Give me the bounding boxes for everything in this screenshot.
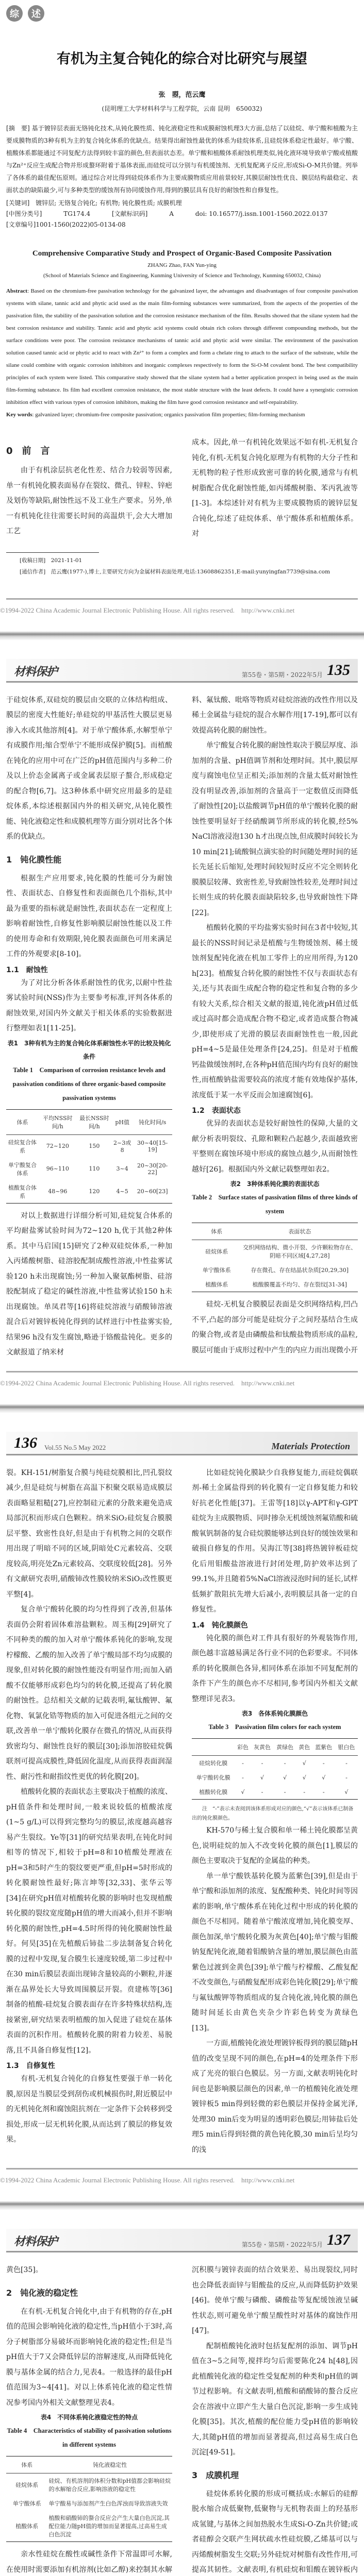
cell: -	[284, 1759, 286, 1767]
doc-code	[112, 210, 174, 217]
paragraph: 钝化膜的颜色对工件具有很好的外观装饰作用,颜色越丰富越易满足各行业不同的色彩要求。不同体系的转化膜颜色各异,相同体系在添加不同复配剂的条件下产生的颜色亦不尽相同,参考国内外相关文献整理详见表3。	[192, 1634, 358, 1703]
cell: 2~3或8	[113, 1140, 131, 1154]
left-column	[6, 1466, 172, 2158]
page-separator	[0, 1401, 364, 1416]
right-column	[192, 435, 358, 542]
cell: 植酸体系	[205, 1281, 228, 1288]
table-3-caption-cn: 表3 各体系钝化膜颜色	[241, 1710, 308, 1717]
cell: 单宁酸转化膜	[196, 1774, 230, 1781]
paragraph: KH-570与稀土复合膜和单一稀土钝化膜都呈黄色,说明硅烷的加入不改变转化膜的颜色[1],膜层的颜色主要取决于复配的金属盐的种类。	[192, 1826, 358, 1865]
paragraph: 根据生产应用要求,钝化膜的性能可分为耐蚀性、表面状态、自修复性和表面颜色几个指标,其中最为重要的指标就是耐蚀性,表面状态在一定程度上影响着耐蚀性,自修复性影响膜层耐蚀性能以及工件的使用寿命和有效期限,钝化膜表面颜色可用来满足工件的外观要求[8-10]。	[6, 874, 172, 958]
copyright-notice: ©1994-2022 China Academic Journal Electronic Publishing House. All rights reserved. http://www.cnki.net	[0, 606, 295, 614]
cell: 单宁酸易与添加剂产生白色浑浊而导致溶液失效	[48, 2500, 168, 2507]
cell: 植酸和硝酸铈的螯合反应会产生大量白色沉淀,其配位能力随pH值的增加而显著提高,过高易生成白色沉淀	[48, 2515, 170, 2538]
cell: 单宁酸体系	[202, 1267, 231, 1274]
cell: -	[322, 1759, 325, 1767]
page-number: 137	[327, 2231, 350, 2248]
abstract-cn-text: 基于镀锌层表面无铬钝化技术,从钝化膜性质、钝化液稳定性和成膜耐蚀机理3大方面,总结了以硅烷、单宁酸和植酸为主要成膜物质的3种有机为主的复合钝化体系的优缺点。结果得出耐蚀性最优的体系为硅烷体系,且硅烷体系稳定性最好。单宁酸、植酸体系都能通过不同复配方法得到较丰富的颜色,但表面状态差。单宁酸和植酸体系耐蚀机理类似,钝化液环境导致单宁酸或植酸与Zn²⁺反应生成配合物并形成螯环附着于基体表面,而硅烷可以分别与有机缓蚀剂、无机复配离子反应,形成Si-O-M共价键。列举了各体系的最佳配伍原则。通过综合对比得到硅烷体系作为主要成膜物质应用前景较好,其膜层耐蚀性优良、膜层结构最稳定、表面状态的缺陷最少,可与多种类型的缓蚀剂有协同缓蚀作用,得到的膜层具有良好的耐蚀性和自修复性。	[6, 125, 358, 194]
cell: -	[261, 1788, 263, 1795]
paragraph: 成本。因此,单一有机钝化效果远不如有机-无机复合钝化,有机-无机复合钝化原理为有机物的大分子性和无机物的粒子性形成致密可靠的转化膜,通常与有机树脂配合优化耐蚀性能,如丙烯酸树脂、苯丙乳液等[1-3]。本综述针对有机为主要成膜物质的镀锌层复合钝化,综述了硅烷体系、单宁酸体系和植酸体系。对	[192, 438, 358, 538]
body-columns-p134	[6, 435, 358, 542]
table-3	[192, 1738, 358, 1800]
table-header: 彩色	[235, 1739, 251, 1756]
classification-line	[6, 209, 358, 218]
table-1	[6, 1109, 172, 1204]
paragraph: 为了对比分析各体系耐蚀性的优劣,以耐中性盐雾试验时间(NSS)作为主要参考标准,评判各体系的耐蚀效果,对国内外文献关于相关体系的实验数据进行整理如表1[11-25]。	[6, 978, 172, 1032]
paragraph: 裂。KH-151/树脂复合膜与纯硅烷膜相比,凹孔裂纹减少,但是硅烷与树脂在高温下积聚交联易造成膜层表面略显粗糙[27],应控制硅元素的分散来避免造成局部沉积而形成白色颗粒。纳米SiO₂硅烷复合膜膜层平整、致密性良好,但是由于有机物之间的交联作用出现了明暗不同的区域,阴暗处C元素较高、交联度较高,明亮处Zn元素较高、交联度较低[28]。另外有文献研究表明,硝酸铈改性膜较纳米SiO₂改性膜更平整[4]。	[6, 1468, 172, 1599]
badge-shu: 述	[28, 5, 44, 22]
table-row	[6, 1134, 172, 1158]
table-4	[6, 2456, 172, 2542]
cell: 硅烷复合体系	[8, 1139, 37, 1154]
table-header: 平均NSS时间/h	[39, 1109, 77, 1134]
cell: -	[303, 1788, 306, 1795]
article-number-value: 1001-1560(2022)05-0134-08	[36, 221, 126, 228]
cell: 植酸转化膜	[199, 1789, 228, 1795]
subsection-1-3-heading: 1.3 自修复性	[6, 2062, 55, 2070]
subsection-1-1-heading: 1.1 耐蚀性	[6, 965, 48, 974]
article-number	[6, 220, 358, 229]
cell: 30~40[15-19]	[137, 1139, 168, 1153]
paragraph: 黄色[35]。	[6, 2266, 43, 2274]
paragraph: 亲水性硅烷在酸性或碱性条件下常温即可水解,在使用时需要添加有机溶剂(比如乙醇)来控制其水解	[6, 2550, 172, 2574]
cell: 存在微孔、存在结晶状杂质[20,29,30]	[251, 1267, 349, 1274]
article-number-label: [文章编号]	[6, 221, 36, 228]
cell: 硅烷体系	[205, 1248, 228, 1255]
paragraph: 比如硅烷钝化膜缺少自我修复能力,而硅烷偶联剂-稀土金属盐得到的转化膜有一定自修复能力和较好抗老化性能[37]。王雷等[18]以γ-APT和γ-GPT硅烷为主成膜物质、同时掺杂无机缓蚀剂氟锆酸和硫酸氧钒制备的复合硅烷膜能够达到良好的缓蚀效果和破损自修复的作用。吴海江等[38]将热镀锌板硅烷化后用钼酸盐溶液进行封闭处理,防护效率达到了99.1%,并且随着5%NaCl溶液浸泡时间的延长,试样低频扩散阻抗先增大后减小,表明膜层具备一定的自修复性。	[192, 1468, 358, 1614]
clc-label: [中图分类号]	[6, 210, 42, 217]
cell: 硅烷体系	[15, 2482, 39, 2488]
cell: 植酸体系	[15, 2523, 39, 2530]
cell: 3~4	[116, 1165, 128, 1172]
table-header: 钝化时间/s	[133, 1109, 172, 1134]
section-2-heading: 2 钝化液的稳定性	[6, 2287, 78, 2298]
body-columns-p137	[6, 2263, 358, 2576]
cell: 植酸膜覆盖不均匀、存在裂纹[31-34]	[252, 1281, 347, 1288]
table-header	[192, 1739, 235, 1756]
right-column	[192, 2263, 358, 2576]
abstract-cn-label: [摘 要]	[6, 125, 30, 132]
footnote-rule	[6, 552, 99, 553]
paragraph: 复合单宁酸转化膜的均匀性得到了改善,但基体表面仍会附着固体难溶盐颗粒。周玉梅[29]研究了不同种类的酸的加入对单宁酸体系钝化的影响,发现柠檬酸、乙酸的加入改善了单宁酸局部不均匀成膜的现象,但对转化膜的耐蚀性能没有明显作用;而加入硝酸不仅能够形成彩色均匀的转化膜,还提高了转化膜的耐蚀性。总结相关文献的记载表明,氟钛酸钾、氟化物、氧氯化锆等物质的加入可促进各组元之间的交联,改善单一单宁酸转化膜存在微孔的情况,从而获得致密均匀、耐蚀性良好的膜层[30];添加溶胶硅烷偶联剂可提高成膜性,降低固化温度,从而获得表面润湿性、耐污性和耐指纹性更优的转化膜[20]。	[6, 1605, 172, 1781]
left-column	[6, 2263, 172, 2576]
cell: √	[302, 1774, 306, 1781]
table-2-caption-en: Table 2 Surface states of passivation films of three kinds of system	[192, 1194, 358, 1215]
table-3-note: 注 “-”表示未查阅到该体系形成对应的颜色,“√”表示该体系已制备出的钝化膜颜色。	[192, 1806, 354, 1821]
abstract-en-label: Abstract	[6, 288, 27, 294]
running-header	[6, 2229, 358, 2252]
keywords-cn-label: [关键词]	[6, 199, 30, 207]
table-4-caption-cn: 表4 不同体系钝化液稳定性的特点	[40, 2414, 138, 2421]
doc-code-value: A	[169, 210, 174, 217]
paragraph: 一方面,植酸钝化液处理镀锌板得到的膜层随pH值的改变呈现不同的颜色,在pH=4的处理条件下形成了光亮的银白色膜层。另一方面,文献表明钝化时间也是影响膜层颜色的因素,单一的植酸钝化液处理镀锌板5 min得到轻微的彩色膜层并保持金属光泽,处理30 min后变为明显的透明彩色膜层;用铈盐后处理5 min后得到轻微的黄色钝化膜,30 min后呈均匀的浅	[192, 2039, 358, 2154]
cell: 120	[89, 1188, 100, 1195]
subsection-1-4-heading: 1.4 钝化膜颜色	[192, 1621, 248, 1630]
subsection-1-2-heading: 1.2 表面状态	[192, 1107, 241, 1115]
body-columns-p135	[6, 693, 358, 1361]
page-136	[0, 1432, 364, 2198]
authors-cn: 张 曌，范云鹰	[158, 91, 206, 99]
cell: -	[345, 1759, 348, 1767]
section-3-heading: 3 成膜机理	[192, 2470, 239, 2480]
affiliation-cn: (昆明理工大学材料科学与工程学院，云南 昆明 650032)	[102, 105, 262, 112]
paragraph: 硅烷体系转化膜的形成可概括成:水解后的硅醇脱水缩合成低聚物,低聚物与无机物表面上的羟基形成氢键,与基体之间加热脱水生成Si-O-Zn共价键;或者硅醇会交联产生网状疏水性硅烷膜,乙烯基可以与丙烯酸树脂发生交联;另外硅烷对树脂有改性作用,可提高其韧性。文献表明,有机硅烷和钼酸在镀锌板内	[192, 2489, 358, 2574]
authors-en: ZHANG Zhao, FAN Yun-ying	[147, 262, 217, 268]
article-title-cn: 有机为主复合钝化的综合对比研究与展望	[57, 51, 307, 67]
cell: √	[344, 1788, 349, 1795]
right-column	[192, 693, 358, 1361]
body-columns-p136	[6, 1466, 358, 2158]
page-135	[0, 659, 364, 1401]
doi[interactable]: doi: 10.16577/j.issn.1001-1560.2022.0137	[195, 210, 328, 217]
section-1-heading: 1 钝化膜性能	[6, 854, 62, 865]
copyright-notice: ©1994-2022 China Academic Journal Electronic Publishing House. All rights reserved. http://www.cnki.net	[0, 2176, 295, 2184]
page-separator	[0, 2198, 364, 2213]
table-header: 体系	[6, 2456, 48, 2473]
left-column	[6, 693, 172, 1361]
paragraph: 单宁酸复合转化膜的耐蚀性取决于膜层厚度、添加剂的含量、pH值调节剂和处理时间。其中,膜层厚度与腐蚀电位呈正相关;添加剂的含量太低对耐蚀性没有明显改善,添加剂的含量高于一定数值反而降低了耐蚀性[20];以盐酸调节pH值的单宁酸转化膜的耐蚀性要明显好于经硝酸调节所形成的转化膜,经5% NaCl溶液浸泡130 h才出现点蚀,但成膜时间较长为10 min[21];硫酸铜点滴实验的时间随处理时间的延长先延长后缩短,处理时间较短时反应不完全则转化膜膜层较薄、致密性差,导致耐蚀性较差,处理时间过长则生成的转化膜表面缺陷较多,也导致耐蚀性下降[22]。	[192, 741, 358, 917]
copyright-notice: ©1994-2022 China Academic Journal Electronic Publishing House. All rights reserved. http://www.cnki.net	[0, 1379, 295, 1387]
table-header: 体系	[192, 1223, 242, 1240]
section-0-heading: 0 前 言	[6, 446, 50, 456]
table-row	[192, 1756, 358, 1771]
table-row	[192, 1263, 358, 1277]
table-header: 蓝紫色	[312, 1739, 335, 1756]
table-1-caption-cn: 表1 3种有机为主的复合钝化体系耐蚀性水平的比较及钝化条件	[7, 1039, 171, 1060]
table-3-caption-en: Table 3 Passivation film colors for each system	[208, 1723, 341, 1731]
paragraph: 植酸转化膜的表面状态主要取决于植酸的浓度、pH值条件和处理时间,一般来说较低的植酸浓度(1~5 g/L)可以得到完整均匀的膜层,浓度越高越容易产生裂纹。Ye等[31]的研究结果表明,在钝化时间相等的情况下,相较于pH=8和10植酸处理液在pH=3和5时产生的裂纹要更严重,但pH=5时形成的转化膜耐蚀性最好;陈言坤等[32,33]、张华云等[34]在研究pH值对植酸转化膜的影响时也发现植酸转化膜的裂纹宽度随pH值的增大而减小,但并不影响转化膜的耐蚀性,pH=4.5时所得的钝化膜耐蚀性最好。何昊[35]在先植酸后铈盐二步法制备复合转化膜的过程中发现,复合膜生长速度较缓,第二步过程中在30 min后膜层表面出现铈含量较高的小颗粒,并逐渐在晶界处长大导致周围膜层开裂。贲建栋等[36]制备的植酸-硅烷复合膜表面存在许多特殊状结构,连接紧密,研究结果表明植酸的加入促进了硅烷在基体表面的沉积作用。植酸转化膜的附着力较差、易脱落,且不具备自修复性[12]。	[6, 1788, 172, 2055]
review-badges	[6, 0, 358, 22]
cell: 72~120	[46, 1143, 69, 1149]
paragraph: 于硅烷体系,双硅烷的膜层由交联的立体结构组成、膜层的密度大性能好;单硅烷的甲基活性大膜层更易渗入水或其他溶剂[4]。对于单宁酸体系,水解型单宁有成膜作用;缩合型单宁不能形成保护膜[5]。而植酸在钝化的应用中可在广泛的pH值范围内与多种二价及以上价态金属离子或金属表层原子螯合,形成稳定的配合物[6,7]。这3种体系中研究应用最多的是硅烷体系,本综述根据国内外的相关研究,从钝化膜性能、钝化液稳定性和成膜机理等方面分别对比各个体系的优缺点。	[6, 696, 172, 841]
keywords-en-label: Key words	[6, 412, 32, 418]
paragraph: 硅烷-无机复合膜膜层表面是交织网络结构,凹凸不平,凸起的部分可能是硅烷分子之间羟基结合生成的聚合物,或者是由磷酸盐和钛酸盐物质形成的晶粒,膜层可能由于成形过程中产生的内应力而出现微小开	[192, 1300, 358, 1354]
table-row	[6, 2496, 172, 2511]
abstract-en-text: : Based on the chromium-free passivation technology for the galvanized layer, the advantages and disadvantages of four composite passivation systems with silane, tannic acid and phytic acid used as the main film-forming substances were summarized, from the aspects of the properties of the passivation film, the stability of the passivation solution and the corrosion resistance mechanism of the film. Results showed that the silane system had the best corrosion resistance and stability. Tannic acid and phytic acid systems could obtain rich colors through different compounding methods, but the surface conditions were poor. The corrosion resistance mechanisms of tannic acid and phytic acid were similar. The environment of the passivation solution caused tannic acid or phytic acid to react with Zn²⁺ to form a complex and form a chelate ring to attach to the surface of the substrate, while the silane could combine with organic corrosion inhibitors and inorganic complexes respectively to form the Si-O-M covalent bond. The best compatibility principles of each system were listed. This comparative study showed that the silane system had a better application prospect in being used as the main film-forming substance. Its film had excellent corrosion resistance, the most stable structure with the least defects. It could have a synergistic corrosion inhibition effect with various types of corrosion inhibitors, making the film have good corrosion resistance and self-repairability.	[6, 288, 358, 405]
paragraph: 由于有机涂层抗老化性差、结合力较弱等因素,单一有机钝化膜表面易存在裂纹、微孔、锌粒、锌疤及划伤等缺陷,耐蚀性远不及工业生产要求。另外,单一有机钝化往往需要长时间的高温烘干,会大大增加工艺	[6, 466, 172, 535]
table-header: pH值	[112, 1109, 133, 1134]
page-separator	[0, 628, 364, 643]
paragraph: 在有机-无机复合钝化中,由于有机物的存在,pH值的范围会影响钝化液的稳定性,当pH值小于3时,高分子树脂部分易破坏而影响钝化液的稳定性;但是当pH值大于7又会降低锌层的溶解速度,从而降低钝化膜与基体金属的结合力,见表4。一般选择的最佳pH值范围为3~4[41]。对以上体系钝化液的稳定性情况参考国内外相关文献整理见表4。	[6, 2307, 172, 2407]
cell: √	[260, 1774, 264, 1781]
cell: √	[283, 1774, 287, 1781]
badge-zong: 综	[6, 5, 23, 22]
issue-info-cn: 第55卷・第5期・2022年5月	[241, 2241, 323, 2248]
journal-logo-cn: 材料保护	[14, 2235, 58, 2248]
cell: 单宁酸复合体系	[8, 1161, 37, 1177]
cell: -	[345, 1774, 348, 1781]
left-column	[6, 435, 172, 542]
keywords-cn-text: 镀锌层; 无铬复合钝化; 有机物; 钝化膜性质; 成膜机理	[36, 199, 182, 207]
paragraph: 沉积膜与镀锌表面的结合效果差、易出现裂纹,同时也会降低表面锌与钼酸盐的反应,从而降低防护效果[46]。使单宁酸与磷酸、磷酸盐等复配缓蚀液呈碱性状态,则可避免单宁酸呈酸性时对基体的腐蚀作用[47]。	[192, 2266, 358, 2335]
paragraph: 有机-无机复合钝化的自修复性要强于单一转化膜,原因是当膜层受到刮伤或机械损伤时,附近膜层中的无机钝化剂和腐蚀阻抗剂在一定条件下会转移到受损处,形成一层无机转化膜,从而达到了膜层的修复效果。	[6, 2075, 172, 2144]
page-number: 135	[327, 661, 350, 679]
table-header: 银白色	[335, 1739, 358, 1756]
footnote-corresponding: [通信作者] 范云鹰(1977-),博士,主要研究方向为金属材料表面处理,电话:13608862351,E-mail:yunyingfan7739@sina.com	[20, 568, 330, 575]
table-row	[6, 1158, 172, 1180]
paragraph: 对以上数据进行详细分析可知,硅烷复合体系的平均耐盐雾试验时间为72~120 h,优于其他2种体系。其中马启国[15]研究了2种双硅烷体系,一种加入丙烯酸树脂、硅溶胶配制成酸性溶液,中性盐雾试验120 h未出现腐蚀;另一种加入聚氨酯树脂、硅溶胶配制成了稳定的碱性溶液,中性盐雾试验150 h未出现腐蚀。单凤君等[16]将硅烷溶液与硝酸铈溶液混合后对镀锌板钝化得到的试样进行中性盐雾实验,结果96 h没有发生腐蚀,略逊于铬酸盐钝化。更多的文献报道了纳米材	[6, 1211, 172, 1357]
table-row	[192, 1770, 358, 1785]
keywords-cn	[6, 198, 358, 207]
clc	[6, 210, 90, 217]
table-row	[6, 1180, 172, 1204]
page-134	[0, 0, 364, 628]
right-column	[192, 1466, 358, 2158]
issue-info-cn: 第55卷・第5期・2022年5月	[241, 671, 323, 679]
affiliation-en: (School of Materials Science and Engineering, Kunming University of Science and Technology, Kunming 650032, China)	[43, 273, 321, 279]
cell: 植酸复合体系	[8, 1184, 37, 1199]
journal-logo-cn: 材料保护	[14, 665, 58, 679]
journal-logo-en: Materials Protection	[271, 1440, 350, 1451]
table-header: 黄色	[296, 1739, 312, 1756]
cell: 4~5	[116, 1188, 128, 1195]
abstract-cn	[6, 122, 358, 196]
cell: 110	[89, 1165, 100, 1172]
table-1-caption-en: Table 1 Comparison of corrosion resistance levels and passivation conditions of three organic-based composite passivation systems	[12, 1066, 166, 1101]
abstract-en	[6, 285, 358, 409]
table-row	[192, 1277, 358, 1292]
cell: √	[302, 1759, 306, 1767]
cell: 交织网络结构、微小开裂、少许颗粒物存在、阴暗不同区域[4,27,28]	[243, 1244, 357, 1259]
table-header: 体系	[6, 1109, 39, 1134]
page-137	[0, 2229, 364, 2576]
issue-info-en: Vol.55 No.5 May 2022	[44, 1443, 106, 1451]
cell: √	[241, 1788, 245, 1795]
table-4-caption-en: Table 4 Characteristics of stability of passivation solutions in different systems	[7, 2427, 172, 2448]
cell: -	[322, 1788, 325, 1795]
paragraph: 料、氟钛酸、吡咯等物质对硅烷溶液的改性作用以及稀土金属盐与硅烷的混合水解作用[17-19],都可以有效提高转化膜的耐蚀性。	[192, 696, 358, 735]
cell: -	[284, 1788, 286, 1795]
paragraph: 优异的表面状态是较好耐蚀性的保障,大量的文献分析表明裂纹、孔隙和颗粒凸起越少,表面越致密平整则在腐蚀环境中形成的腐蚀点越少,从而耐蚀性越好[26]。根据国内外文献记载整理如表2。	[192, 1120, 358, 1174]
article-title-en: Comprehensive Comparative Study and Prospect of Organic-Based Composite Passivation	[32, 249, 332, 258]
table-header: 黄绿色	[274, 1739, 296, 1756]
clc-value: TG174.4	[63, 210, 91, 217]
cell: -	[242, 1774, 244, 1781]
table-row	[6, 2473, 172, 2497]
keywords-en-text: : galvanized layer; chromium-free composite passivation; organics passivation film properties; film-forming mechanism	[32, 412, 305, 418]
table-2	[192, 1223, 358, 1292]
cell: 硅烷、有机溶剂的体积分数和pH值都会影响硅烷的水解缩合反应,影响溶液的稳定性	[48, 2478, 171, 2493]
cell: -	[242, 1759, 244, 1767]
paragraph: 单一单宁酸铁基转化膜为蓝紫色[39],但是由于单宁酸和添加剂的浓度、复配酸种类、钝化时间等因素的影响,单宁酸体系在钝化过程中形成的转化膜的颜色不尽相同。随着单宁酸浓度增加,钝化膜变厚、颜色加深,单宁酸转化膜为灰黄色[40];单宁酸与钼酸钠复配钝化液,随着钼酸钠含量的增加,膜层颜色由蓝紫色过渡到金黄色[39];单宁酸与柠檬酸、乙酸复配不改变颜色,与硝酸复配形成彩色钝化膜[29];单宁酸与氟钛酸钾等物质组成的复合钝化液,钝化膜的颜色随时间延长由黄色夹杂少许彩色转变为黄绿色[13]。	[192, 1872, 358, 2032]
page-number: 136	[14, 1434, 37, 1451]
running-header	[6, 1432, 358, 1455]
table-2-caption-cn: 表2 3种体系钝化膜的表面状态	[230, 1180, 320, 1188]
paragraph: 植酸转化膜的平均盐雾实验时间在3者中较短,其最长的NSS时间记录是植酸与生物缓蚀剂、稀土缓蚀剂复配钝化液在机加工零件上的应用所得,为120 h[23]。植酸复合转化膜的耐蚀性不仅与表面状态有关,还与其表面生成配合物的稳定性和复合物的多少有较大关系,综合相关文献的报道,钝化液pH值过低或过高时都会造成配合物不稳定,或者造成螯合物减少,即使形成了光滑的膜层表面耐蚀性也一般,因此pH=4~5是最佳处理条件[24,25]。但是对于植酸钙盐做缓蚀剂时,在各种pH值范围内均有良好的耐蚀性,而植酸钠盐需要较高的浓度才能有效地保护基体,浓度低于某一水平反而会加速腐蚀[6]。	[192, 924, 358, 1099]
footnote-received: [收稿日期] 2021-11-01	[20, 557, 82, 564]
doc-code-label: [文献标识码]	[111, 210, 148, 217]
table-row	[192, 1240, 358, 1263]
cell: 150	[89, 1143, 100, 1149]
cell: 48~96	[48, 1188, 68, 1195]
table-header: 灰黄色	[251, 1739, 273, 1756]
cell: 20~60[23]	[137, 1188, 168, 1195]
cell: -	[261, 1759, 263, 1767]
running-header	[6, 659, 358, 683]
table-header: 表面状态	[242, 1223, 358, 1240]
table-row	[192, 1785, 358, 1800]
cell: 单宁酸体系	[12, 2500, 41, 2507]
table-header: 最长NSS时间/h	[77, 1109, 112, 1134]
cell: 96~110	[46, 1165, 69, 1172]
cell: 硅烷转化膜	[199, 1760, 228, 1767]
table-row	[6, 2511, 172, 2542]
cell: √	[322, 1774, 326, 1781]
keywords-en	[6, 409, 358, 421]
table-header: 钝化液稳定性	[48, 2456, 173, 2473]
cell: 20~30[20-22]	[137, 1162, 168, 1176]
paragraph: 配制植酸钝化液时包括复配剂的添加、调节pH值在3~5之间等,搅拌均匀后需要陈化24 h[48],因此植酸钝化液的稳定性受复配剂的种类和pH值的调节过程影响。有文献表明,植酸和硝酸铈的螯合反应会在溶液中立即产生大量白色沉淀,影响一步生成钝化膜[35]。其次,植酸的配位能力受pH值的影响较大,其随pH值的增加而显著提高,但过高易生成白色沉淀[49-51]。	[192, 2342, 358, 2456]
